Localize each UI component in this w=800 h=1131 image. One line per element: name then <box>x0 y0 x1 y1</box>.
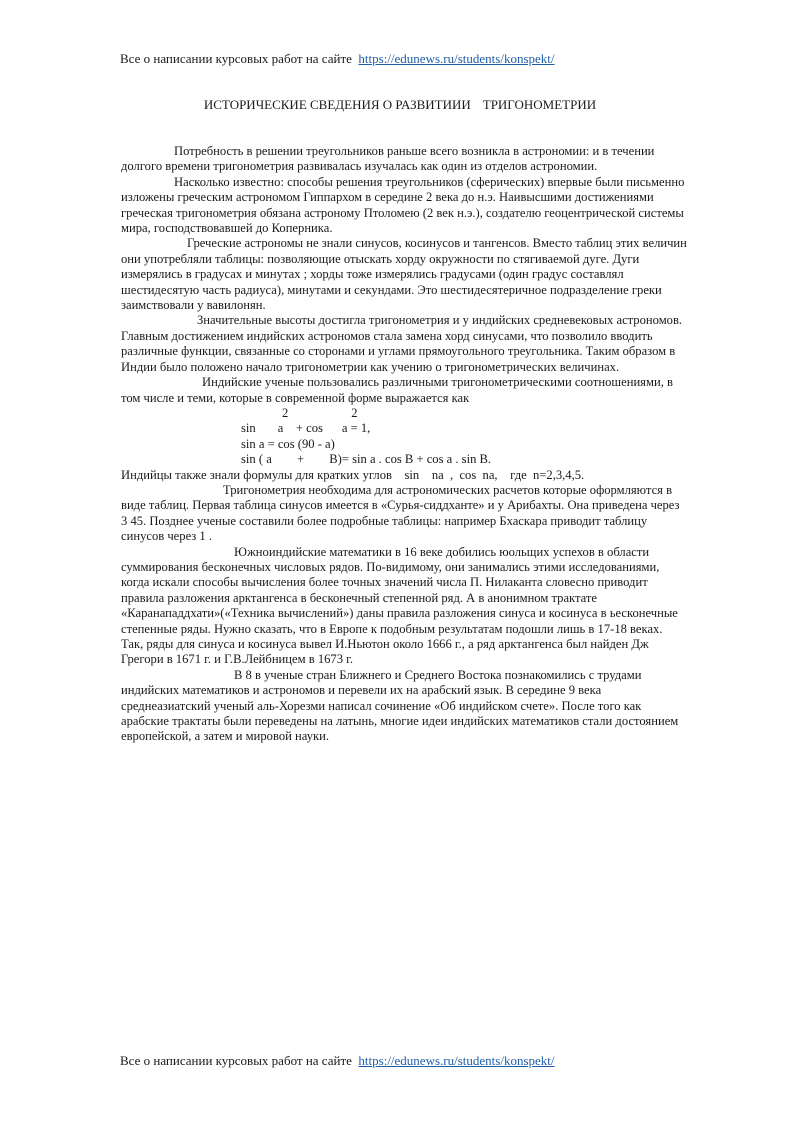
formula-line-2: sin a = cos (90 - a) <box>241 436 335 451</box>
footer-link[interactable]: https://edunews.ru/students/konspekt/ <box>358 1053 555 1068</box>
document-body <box>121 144 687 745</box>
paragraph-2: Насколько известно: способы решения треугольников (сферических) впервые были письменно изложены греческим астрономом Гиппархом в середине 2 века до н.э. Наивысшими достижениями греческая тригонометрия обязана астроному Птоломею (2 век н.э.), создателю геоцентрической системы мира, господствовавшей до Коперника. <box>121 174 685 236</box>
formula-line-1: sin a + cos a = 1, <box>241 421 371 436</box>
paragraph-8: Южноиндийские математики в 16 веке добились юольщих успехов в области суммирования бесконечных числовых рядов. По-видимому, они занимались этими исследованиями, когда искали способы вычисления более точных значений числа П. Нилаканта словесно приводит правила разложения арктангенса в бесконечный степенной ряд. А в анонимном трактате «Каранападдхати»(«Техника вычислений») даны правила разложения синуса и косинуса в ьесконечные степенные ряды. Нужно сказать, что в Европе к подобным результатам подошли лишь в 17-18 веках. Так, ряды для синуса и косинуса вывел И.Ньютон около 1666 г., а ряд арктангенса был найден Дж Грегори в 1671 г. и Г.В.Лейбницем в 1673 г. <box>121 544 678 667</box>
header-link[interactable]: https://edunews.ru/students/konspekt/ <box>358 51 555 66</box>
formula-line-3: sin ( a + B)= sin a . cos B + cos a . sin B. <box>241 452 492 467</box>
title-part-2: ТРИГОНОМЕТРИИ <box>482 97 597 112</box>
header-text: Все о написании курсовых работ на сайте <box>120 51 352 66</box>
paragraph-6: Индийцы также знали формулы для кратких углов sin na , cos na, где n=2,3,4,5. <box>121 467 585 482</box>
paragraph-9: В 8 в ученые стран Ближнего и Среднего Востока познакомились с трудами индийских математиков и астрономов и перевели их на арабский язык. В середине 9 века среднеазиатский ученый аль-Хорезми написал сочинение «Об индийском счете». После того как арабские трактаты были переведены на латынь, многие идеи индийских математиков стали достоянием европейской, а затем и мировой науки. <box>121 667 679 744</box>
formula-exponents: 2 2 <box>282 405 358 420</box>
header-line <box>120 51 555 67</box>
footer-line <box>120 1053 555 1069</box>
footer-text: Все о написании курсовых работ на сайте <box>120 1053 352 1068</box>
paragraph-4: Значительные высоты достигла тригонометрия и у индийских средневековых астрономов. Главным достижением индийских астрономов стала замена хорд синусами, что позволило вводить различные функции, связанные со сторонами и углами прямоугольного треугольника. Таким образом в Индии было положено начало тригонометрии как учению о тригонометрических величинах. <box>121 313 683 374</box>
page-title <box>0 97 800 113</box>
paragraph-1: Потребность в решении треугольников раньше всего возникла в астрономии: и в течении долгого времени тригонометрия развивалась изучалась как один из отделов астрономии. <box>121 144 655 174</box>
title-part-1: ИСТОРИЧЕСКИЕ СВЕДЕНИЯ О РАЗВИТИИИ <box>203 97 471 112</box>
paragraph-5: Индийские ученые пользовались различными тригонометрическими соотношениями, в том числе и теми, которые в современной форме выражается как <box>121 375 673 405</box>
paragraph-7: Тригонометрия необходима для астрономических расчетов которые оформляются в виде таблиц. Первая таблица синусов имеется в «Сурья-сиддханте» и у Арибахты. Она приведена через 3 45. Позднее ученые составили более подробные таблицы: например Бхаскара приводит таблицу синусов через 1 . <box>121 482 680 544</box>
paragraph-3: Греческие астрономы не знали синусов, косинусов и тангенсов. Вместо таблиц этих величин они употребляли таблицы: позволяющие отыскать хорду окружности по стягиваемой дуге. Дуги измерялись в градусах и минутах ; хорды тоже измерялись градусами (один градус составлял шестидесятую часть радиуса), минутами и секундами. Это шестидесятеричное подразделение греки заимствовали у вавилонян. <box>121 236 687 313</box>
